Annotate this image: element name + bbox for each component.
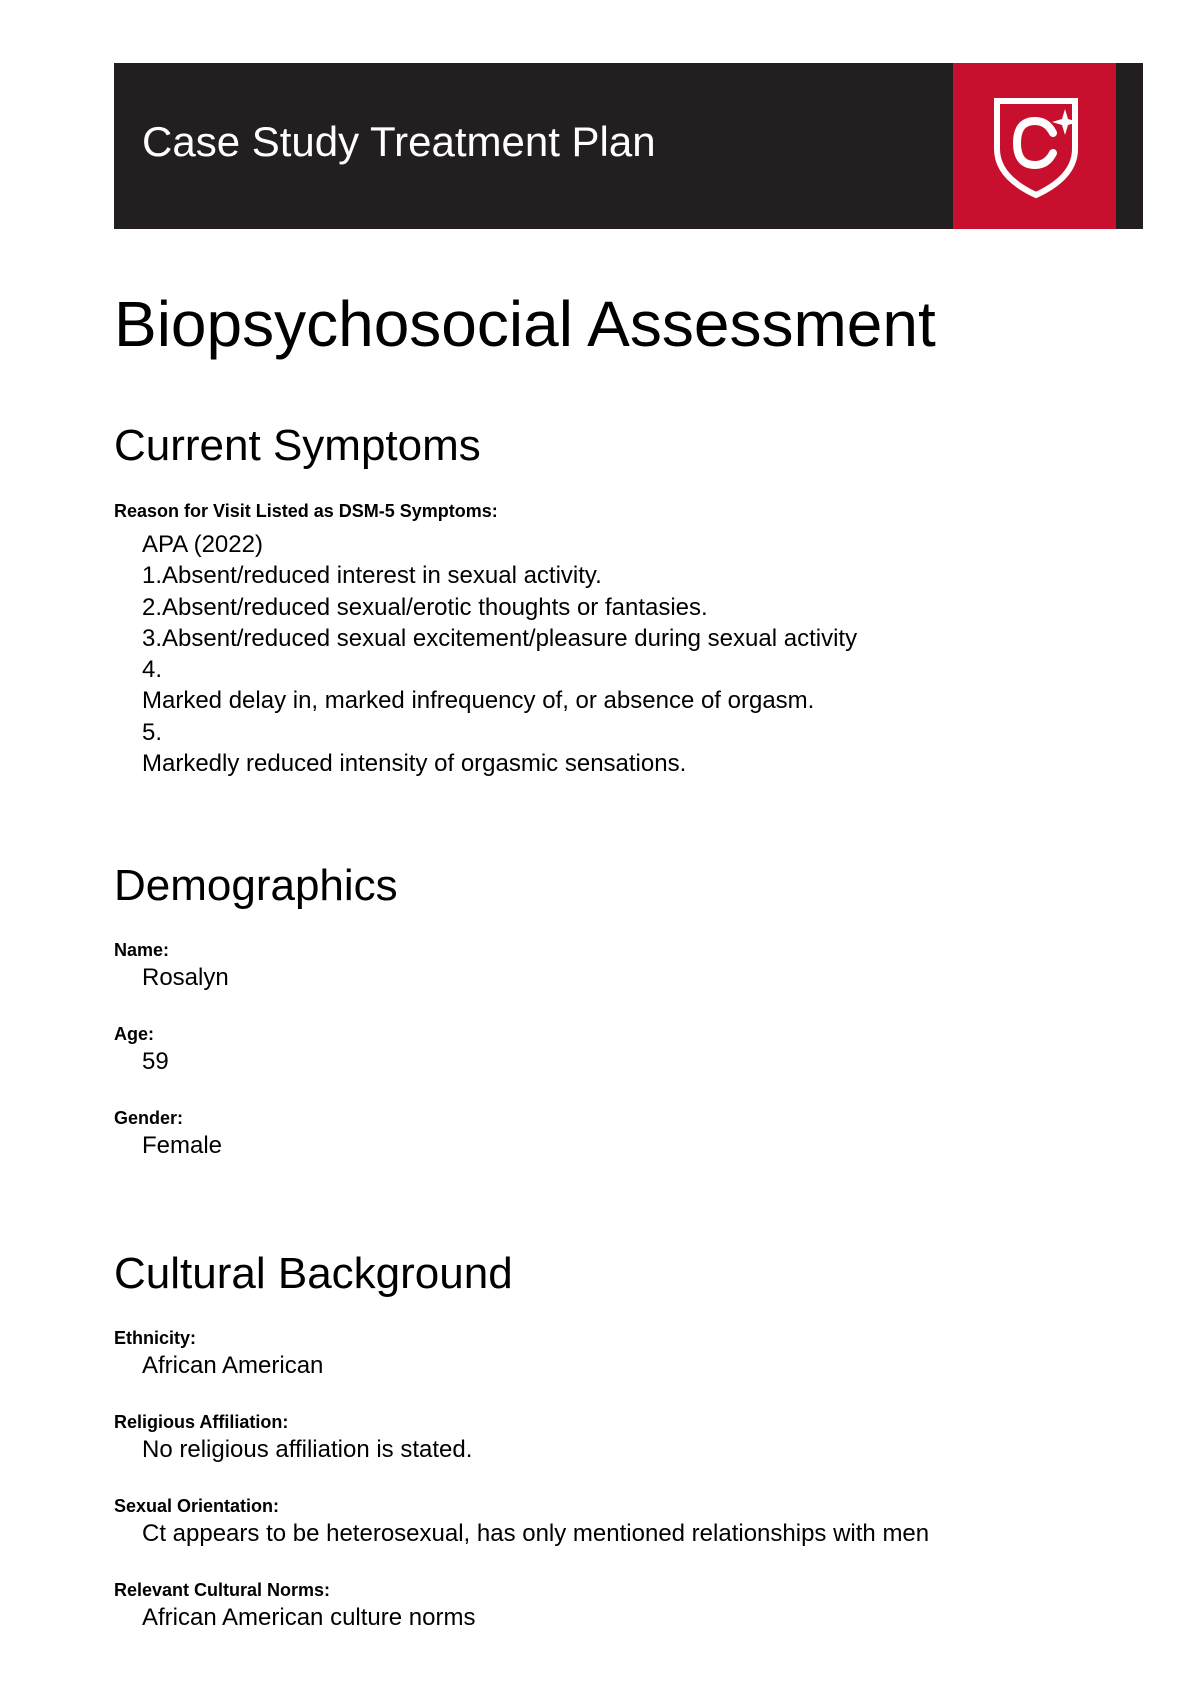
- gender-value: Female: [142, 1132, 223, 1159]
- header-banner: [114, 63, 1143, 229]
- reason-for-visit-label: Reason for Visit Listed as DSM-5 Symptoms:: [114, 501, 498, 521]
- page-title: Biopsychosocial Assessment: [114, 288, 936, 360]
- symptom-line: 3.Absent/reduced sexual excitement/pleasure during sexual activity: [142, 624, 858, 652]
- name-value: Rosalyn: [142, 964, 229, 991]
- name-label: Name:: [114, 940, 170, 960]
- shield-c-star-icon: [991, 93, 1081, 199]
- ethnicity-label: Ethnicity:: [114, 1328, 197, 1348]
- header-title: Case Study Treatment Plan: [142, 118, 656, 165]
- logo-box: [953, 63, 1116, 229]
- demographics-heading: Demographics: [114, 861, 398, 910]
- cultural-norms-value: African American culture norms: [142, 1604, 476, 1631]
- religious-affiliation-value: No religious affiliation is stated.: [142, 1436, 473, 1463]
- cultural-background-heading: Cultural Background: [114, 1249, 513, 1298]
- symptom-line: Markedly reduced intensity of orgasmic sensations.: [142, 750, 687, 778]
- sexual-orientation-value: Ct appears to be heterosexual, has only mentioned relationships with men: [142, 1520, 930, 1547]
- symptom-line: 4.: [142, 656, 163, 684]
- symptom-line: APA (2022): [142, 531, 263, 558]
- cultural-norms-label: Relevant Cultural Norms:: [114, 1580, 331, 1600]
- ethnicity-value: African American: [142, 1352, 324, 1379]
- age-value: 59: [142, 1048, 169, 1075]
- symptom-list: [142, 529, 857, 779]
- symptom-line: 2.Absent/reduced sexual/erotic thoughts or fantasies.: [142, 593, 708, 621]
- gender-label: Gender:: [114, 1108, 184, 1128]
- current-symptoms-heading: Current Symptoms: [114, 421, 481, 470]
- religious-affiliation-label: Religious Affiliation:: [114, 1412, 289, 1432]
- sexual-orientation-label: Sexual Orientation:: [114, 1496, 280, 1516]
- symptom-line: Marked delay in, marked infrequency of, or absence of orgasm.: [142, 687, 815, 715]
- age-label: Age:: [114, 1024, 154, 1044]
- symptom-line: 1.Absent/reduced interest in sexual activity.: [142, 562, 602, 590]
- symptom-line: 5.: [142, 718, 163, 746]
